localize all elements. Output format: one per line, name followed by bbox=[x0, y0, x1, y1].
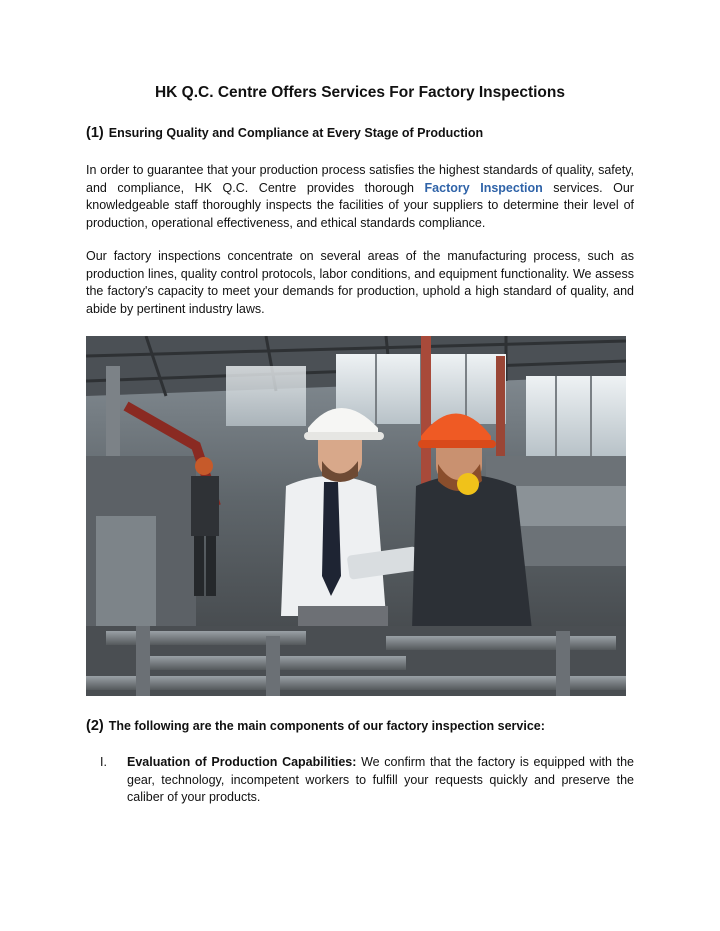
focus-paragraph: Our factory inspections concentrate on several areas of the manufacturing process, such as production lines, quality control protocols, labor conditions, and equipment functionality. We assess the factory's capacity to meet your demands for production, uphold a high standard of quality, and abide by pertinent industry laws. bbox=[86, 249, 634, 316]
intro-text-end: services. Our knowledgeable staff thoroughly inspects the facilities of your suppliers to determine their level of production, operational effectiveness, and ethical standards compliance. bbox=[86, 180, 634, 230]
section-2-heading-text: The following are the main components of our factory inspection service: bbox=[108, 719, 545, 733]
section-1-heading-text: Ensuring Quality and Compliance at Every Stage of Production bbox=[108, 126, 484, 140]
section-2-heading bbox=[86, 718, 545, 734]
list-marker: I. bbox=[100, 755, 107, 769]
list-item-lead: Evaluation of Production Capabilities: bbox=[127, 755, 357, 769]
factory-inspection-link[interactable]: Factory Inspection bbox=[424, 180, 543, 195]
list-item bbox=[100, 754, 634, 807]
page-title: HK Q.C. Centre Offers Services For Factory Inspections bbox=[154, 84, 565, 101]
intro-paragraph bbox=[86, 162, 634, 232]
section-2-number: (2) bbox=[86, 718, 104, 734]
list-item-text: We confirm that the factory is equipped with the gear, technology, incompetent workers to fulfill your requests quickly and preserve the caliber of your products. bbox=[127, 755, 634, 804]
intro-text-start: In order to guarantee that your production process satisfies the highest standards of quality, safety, and compliance, HK Q.C. Centre provides thorough bbox=[86, 163, 634, 195]
section-1-heading bbox=[86, 125, 483, 141]
list-item-body bbox=[127, 754, 634, 807]
section-1-number: (1) bbox=[86, 125, 104, 141]
factory-inspection-photo bbox=[86, 336, 626, 696]
